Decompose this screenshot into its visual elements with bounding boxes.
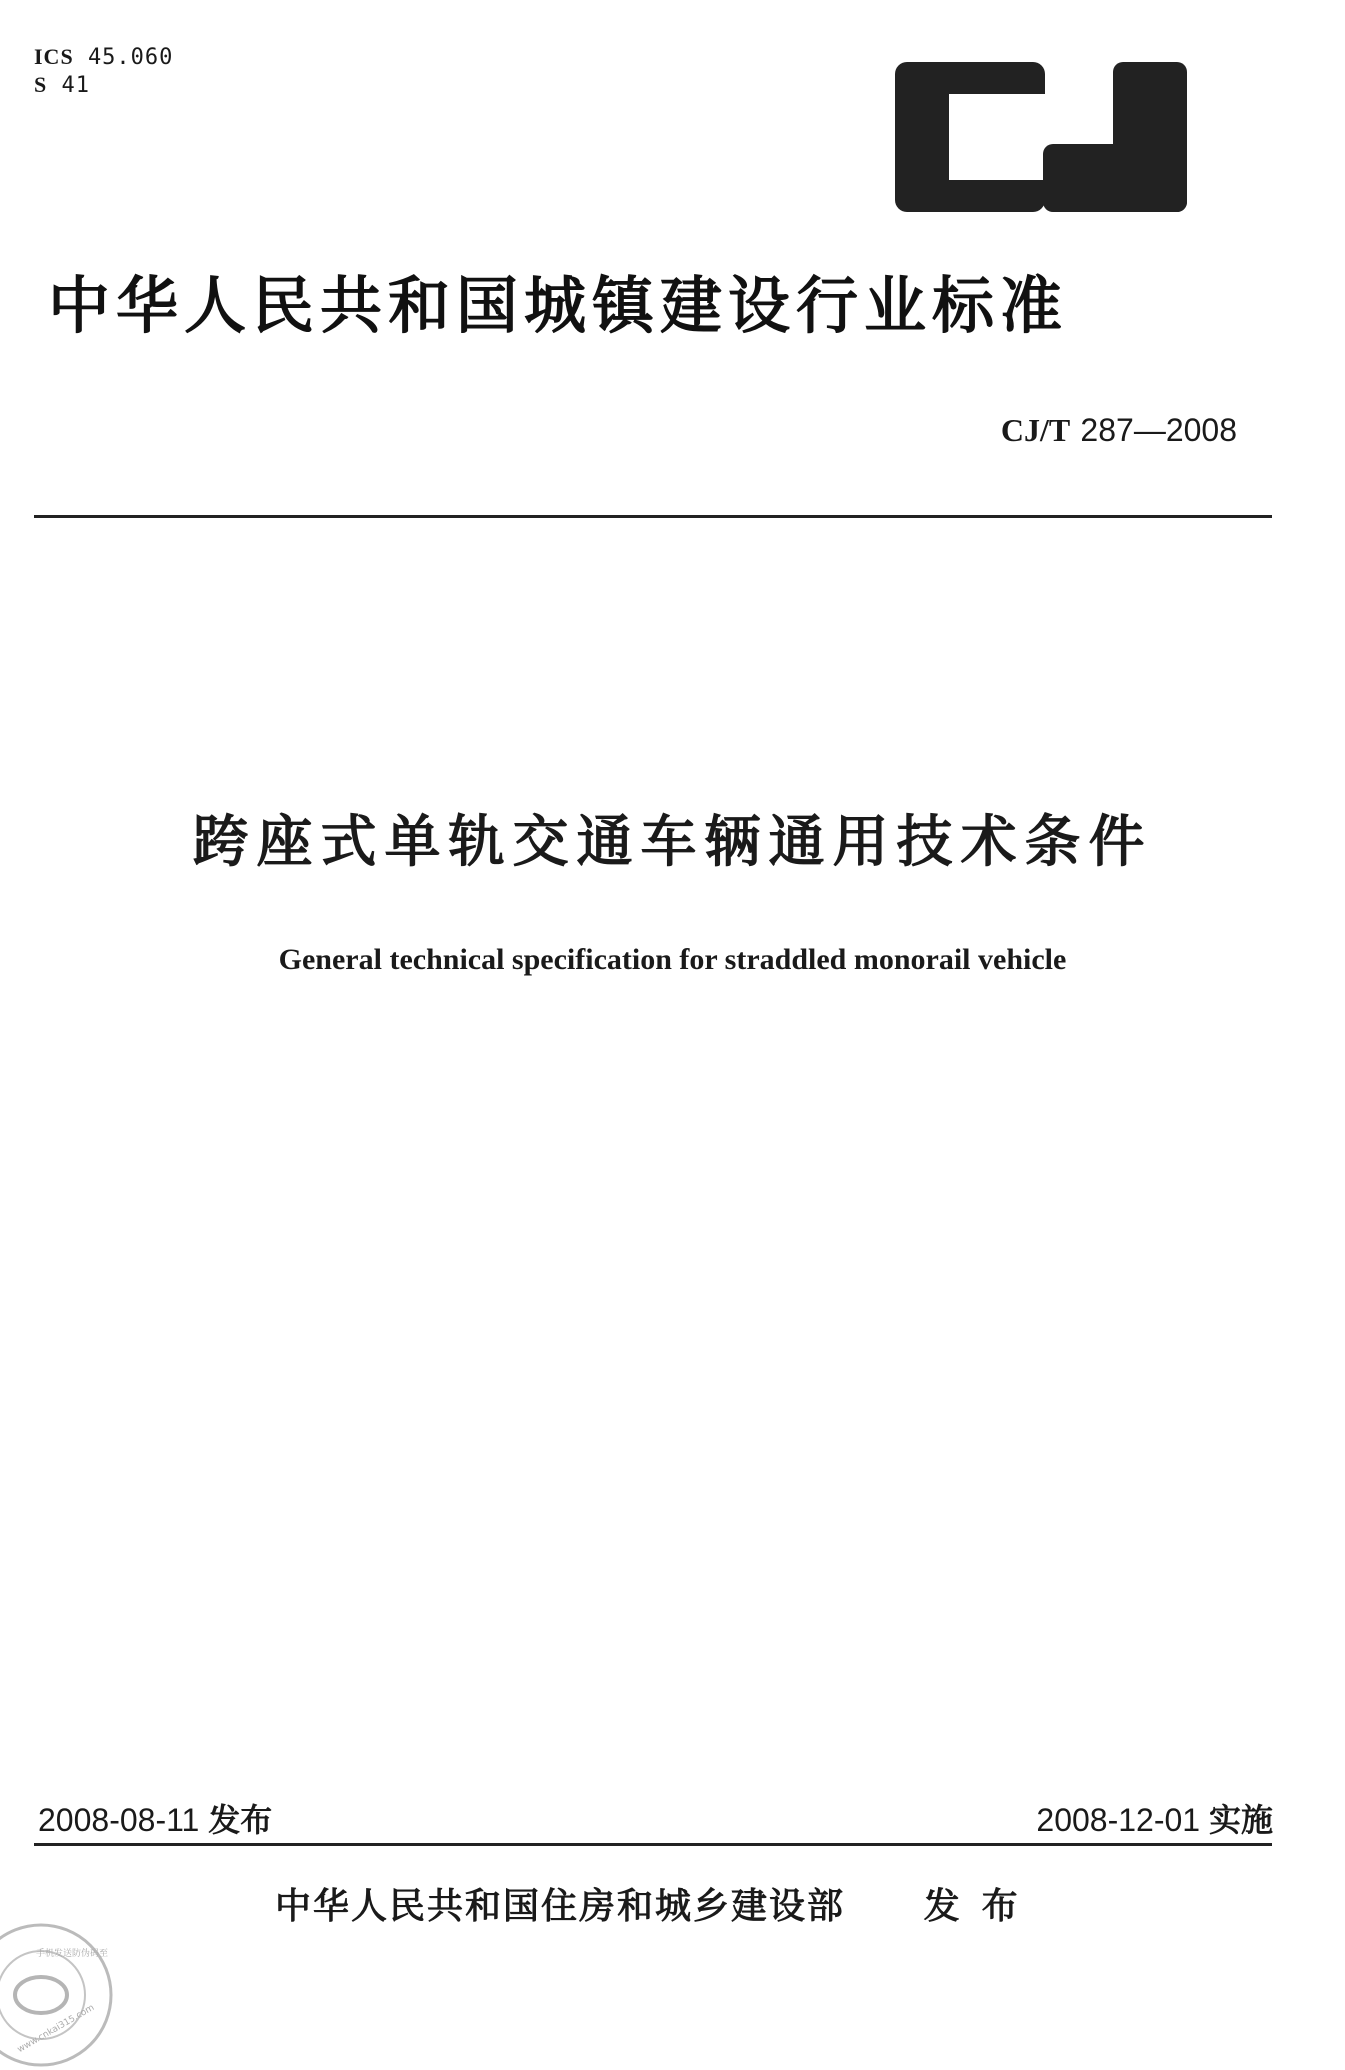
publisher-name: 中华人民共和国住房和城乡建设部 xyxy=(275,1886,846,1927)
ccs-number: 41 xyxy=(61,73,90,98)
ics-label: ICS xyxy=(34,44,74,69)
implementation-date xyxy=(1036,1800,1273,1840)
stamp-text-1: 手机发送防伪码至 xyxy=(36,1949,109,1959)
implementation-date-label: 实施 xyxy=(1208,1801,1273,1839)
stamp-text-2: www.cnkai315.com xyxy=(15,2002,97,2056)
issue-date xyxy=(38,1800,272,1840)
ccs-code xyxy=(34,72,90,99)
standard-code-number: 287—2008 xyxy=(1080,412,1237,448)
cj-logo xyxy=(895,62,1187,212)
ccs-label: S xyxy=(34,72,48,97)
standard-code xyxy=(1001,410,1237,450)
document-title-en: General technical specification for straddled monorail vehicle xyxy=(278,943,1067,976)
publisher-label: 发布 xyxy=(923,1886,1040,1927)
issuing-authority-title: 中华人民共和国城镇建设行业标准 xyxy=(48,269,1069,342)
issue-date-label: 发布 xyxy=(208,1801,273,1839)
publisher xyxy=(275,1884,1040,1930)
issue-date-value: 2008-08-11 xyxy=(38,1802,200,1838)
ics-code xyxy=(34,44,173,71)
document-title-cn: 跨座式单轨交通车辆通用技术条件 xyxy=(192,810,1153,875)
implementation-date-value: 2008-12-01 xyxy=(1036,1802,1201,1838)
ics-number: 45.060 xyxy=(87,45,174,70)
logo-text: CJ xyxy=(895,62,896,63)
standard-code-prefix: CJ/T xyxy=(1000,412,1071,448)
bottom-divider xyxy=(34,1843,1272,1846)
top-divider xyxy=(34,515,1272,518)
